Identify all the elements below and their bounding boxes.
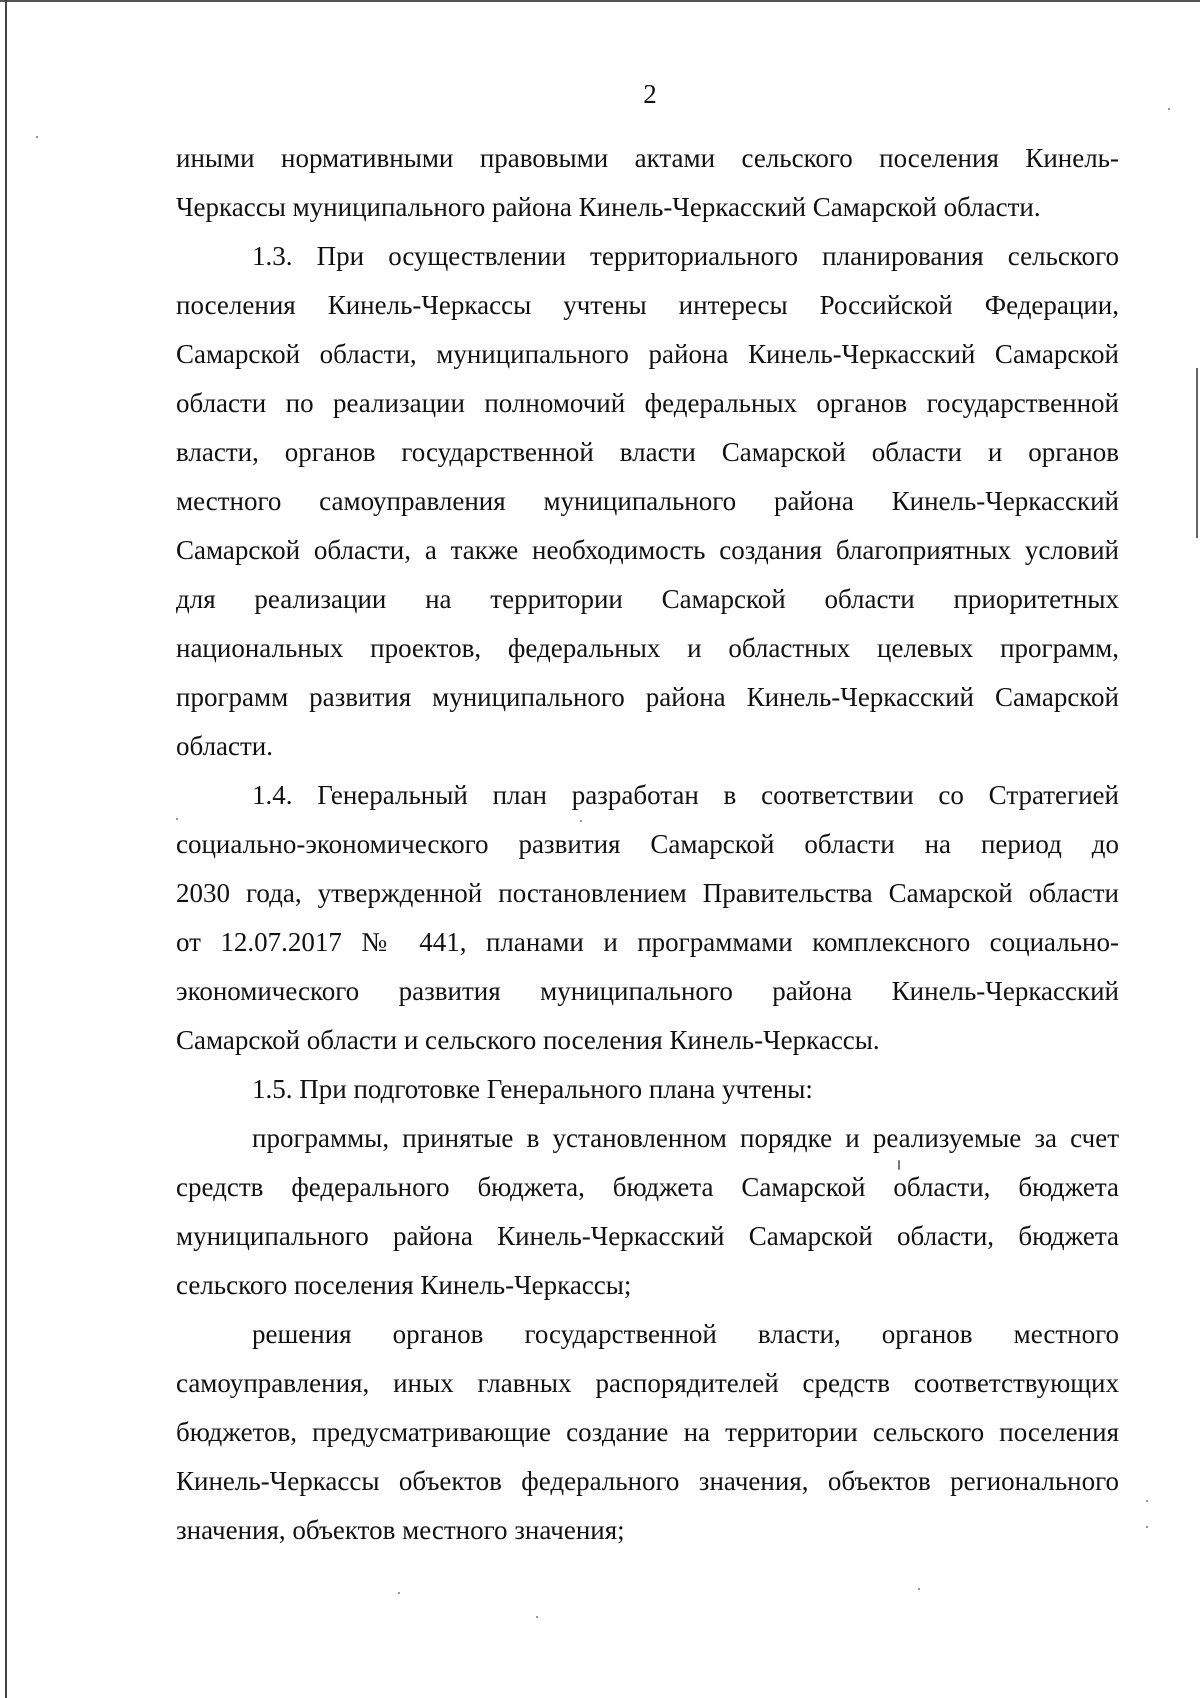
scan-speck [918,1588,920,1590]
text-line: муниципального района Кинель-Черкасский Самарской области, бюджета [176,1221,1119,1251]
scan-speck [536,1616,538,1618]
text-line: 1.3. При осуществлении территориального планирования сельского [252,241,1119,271]
text-line: программы, принятые в установленном порядке и реализуемые за счет [252,1123,1119,1153]
page-number: 2 [643,79,657,109]
text-line: Самарской области, а также необходимость создания благоприятных условий [176,535,1119,565]
text-line: местного самоуправления муниципального района Кинель-Черкасский [176,486,1119,516]
document-body [176,134,1119,1555]
text-line: иными нормативными правовыми актами сельского поселения Кинель- [176,143,1119,173]
text-line: власти, органов государственной власти Самарской области и органов [176,437,1119,467]
text-line: экономического развития муниципального района Кинель-Черкасский [176,976,1119,1006]
scan-speck [1146,1500,1148,1502]
text-line: программ развития муниципального района Кинель-Черкасский Самарской [176,682,1119,712]
text-line: сельского поселения Кинель-Черкассы; [176,1270,632,1300]
scan-speck [398,1592,400,1594]
text-line: значения, объектов местного значения; [176,1515,625,1545]
text-line: самоуправления, иных главных распорядителей средств соответствующих [176,1368,1119,1398]
text-line: 1.4. Генеральный план разработан в соответствии со Стратегией [252,780,1119,810]
text-line: социально-экономического развития Самарской области на период до [176,829,1119,859]
text-line: Кинель-Черкассы объектов федерального значения, объектов регионального [176,1466,1119,1496]
scan-top-edge [0,0,1200,2]
text-line: 2030 года, утвержденной постановлением Правительства Самарской области [176,878,1119,908]
text-line: бюджетов, предусматривающие создание на территории сельского поселения [176,1417,1119,1447]
text-line: средств федерального бюджета, бюджета Самарской области, бюджета [176,1172,1119,1202]
text-line: 1.5. При подготовке Генерального плана учтены: [252,1074,813,1104]
text-line: для реализации на территории Самарской области приоритетных [176,584,1119,614]
text-line: Самарской области, муниципального района Кинель-Черкасский Самарской [176,339,1119,369]
text-line: Самарской области и сельского поселения Кинель-Черкассы. [176,1025,880,1055]
text-line: от 12.07.2017 № 441, планами и программами комплексного социально- [176,927,1119,957]
text-line: национальных проектов, федеральных и областных целевых программ, [176,633,1119,663]
text-line: области по реализации полномочий федеральных органов государственной [176,388,1119,418]
text-line: области. [176,731,274,761]
text-line: Черкассы муниципального района Кинель-Черкасский Самарской области. [176,192,1041,222]
scan-left-edge [5,0,7,1698]
scan-right-mark [1196,368,1198,538]
text-line: поселения Кинель-Черкассы учтены интересы Российской Федерации, [176,290,1119,320]
scan-speck [36,136,38,138]
text-line: решения органов государственной власти, органов местного [252,1319,1119,1349]
scan-speck [1146,1526,1148,1528]
